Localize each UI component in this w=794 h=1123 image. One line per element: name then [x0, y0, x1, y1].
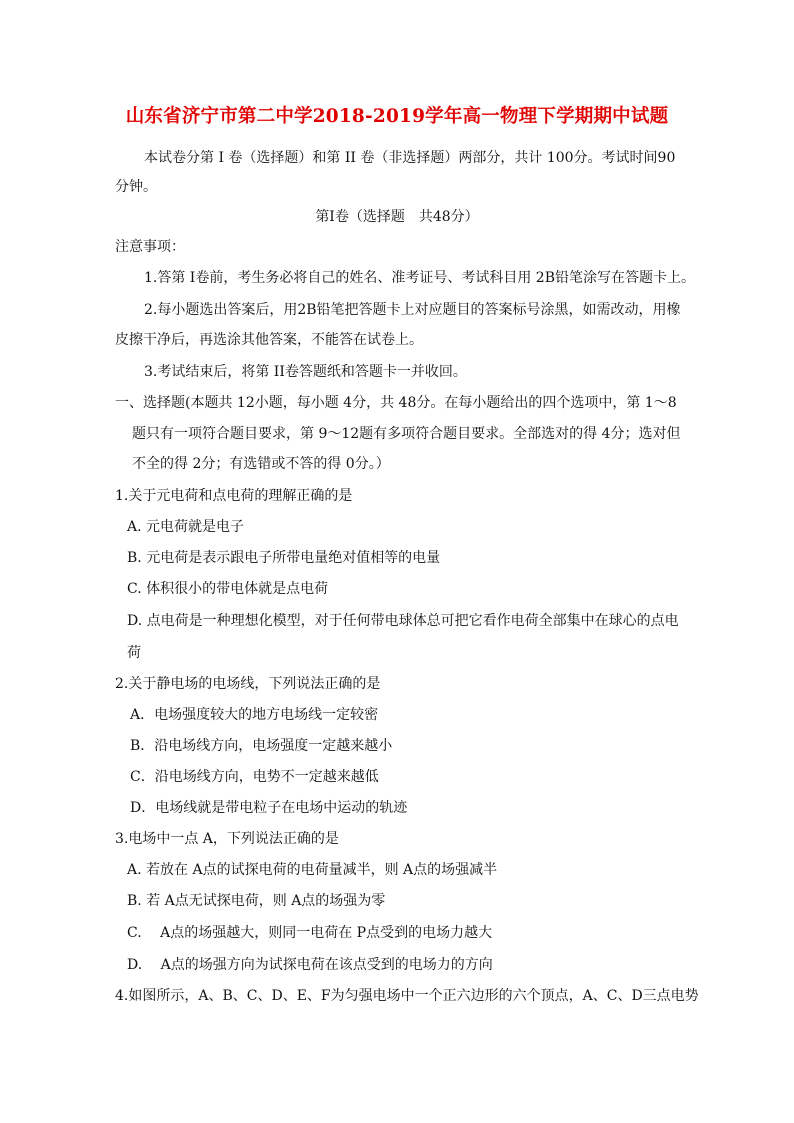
- part1-instructions-line-1: 一、选择题(本题共 12小题，每小题 4分，共 48分。在每小题给出的四个选项中，第 1～8: [115, 395, 677, 411]
- notes-item-1: 1.答第 I卷前，考生务必将自己的姓名、准考证号、考试科目用 2B铅笔涂写在答题卡上。: [144, 270, 695, 286]
- intro-line-1: 本试卷分第 I 卷（选择题）和第 II 卷（非选择题）两部分，共计 100分。考试时间90: [144, 150, 676, 166]
- notes-item-2-line-1: 2.每小题选出答案后，用2B铅笔把答题卡上对应题目的答案标号涂黑，如需改动，用橡: [144, 302, 681, 318]
- question-3-option-b: B. 若 A点无试探电荷，则 A点的场强为零: [127, 893, 386, 909]
- question-3-option-c: C. A点的场强越大，则同一电荷在 P点受到的电场力越大: [127, 925, 493, 941]
- intro-line-2: 分钟。: [115, 179, 157, 195]
- question-1-stem: 1.关于元电荷和点电荷的理解正确的是: [115, 488, 353, 504]
- notes-heading: 注意事项：: [115, 239, 185, 255]
- question-1-option-d-line-2: 荷: [127, 645, 141, 661]
- exam-title: 山东省济宁市第二中学2018-2019学年高一物理下学期期中试题: [125, 106, 669, 127]
- section-heading: 第I卷（选择题 共48分）: [315, 209, 479, 225]
- question-1-option-d-line-1: D. 点电荷是一种理想化模型，对于任何带电球体总可把它看作电荷全部集中在球心的点电: [127, 613, 679, 629]
- question-2-option-c: C．沿电场线方向，电势不一定越来越低: [130, 769, 379, 785]
- notes-item-3: 3.考试结束后，将第 II卷答题纸和答题卡一并收回。: [144, 364, 467, 380]
- question-2-option-a: A．电场强度较大的地方电场线一定较密: [130, 707, 379, 723]
- part1-instructions-line-2: 题只有一项符合题目要求，第 9～12题有多项符合题目要求。全部选对的得 4分；选对但: [132, 426, 681, 442]
- question-3-stem: 3.电场中一点 A，下列说法正确的是: [115, 831, 339, 847]
- question-4-stem: 4.如图所示，A、B、C、D、E、F为匀强电场中一个正六边形的六个顶点，A、C、D三点电势: [115, 988, 699, 1004]
- question-2-stem: 2.关于静电场的电场线，下列说法正确的是: [115, 676, 381, 692]
- question-1-option-a: A. 元电荷就是电子: [127, 519, 245, 535]
- question-3-option-a: A. 若放在 A点的试探电荷的电荷量减半，则 A点的场强减半: [127, 862, 498, 878]
- question-2-option-b: B．沿电场线方向，电场强度一定越来越小: [130, 738, 393, 754]
- part1-instructions-line-3: 不全的得 2分；有选错或不答的得 0分。）: [132, 456, 390, 472]
- question-1-option-b: B. 元电荷是表示跟电子所带电量绝对值相等的电量: [127, 550, 441, 566]
- question-2-option-d: D．电场线就是带电粒子在电场中运动的轨迹: [130, 800, 408, 816]
- question-1-option-c: C. 体积很小的带电体就是点电荷: [127, 581, 329, 597]
- question-3-option-d: D. A点的场强方向为试探电荷在该点受到的电场力的方向: [127, 957, 493, 973]
- notes-item-2-line-2: 皮擦干净后，再选涂其他答案，不能答在试卷上。: [115, 332, 423, 348]
